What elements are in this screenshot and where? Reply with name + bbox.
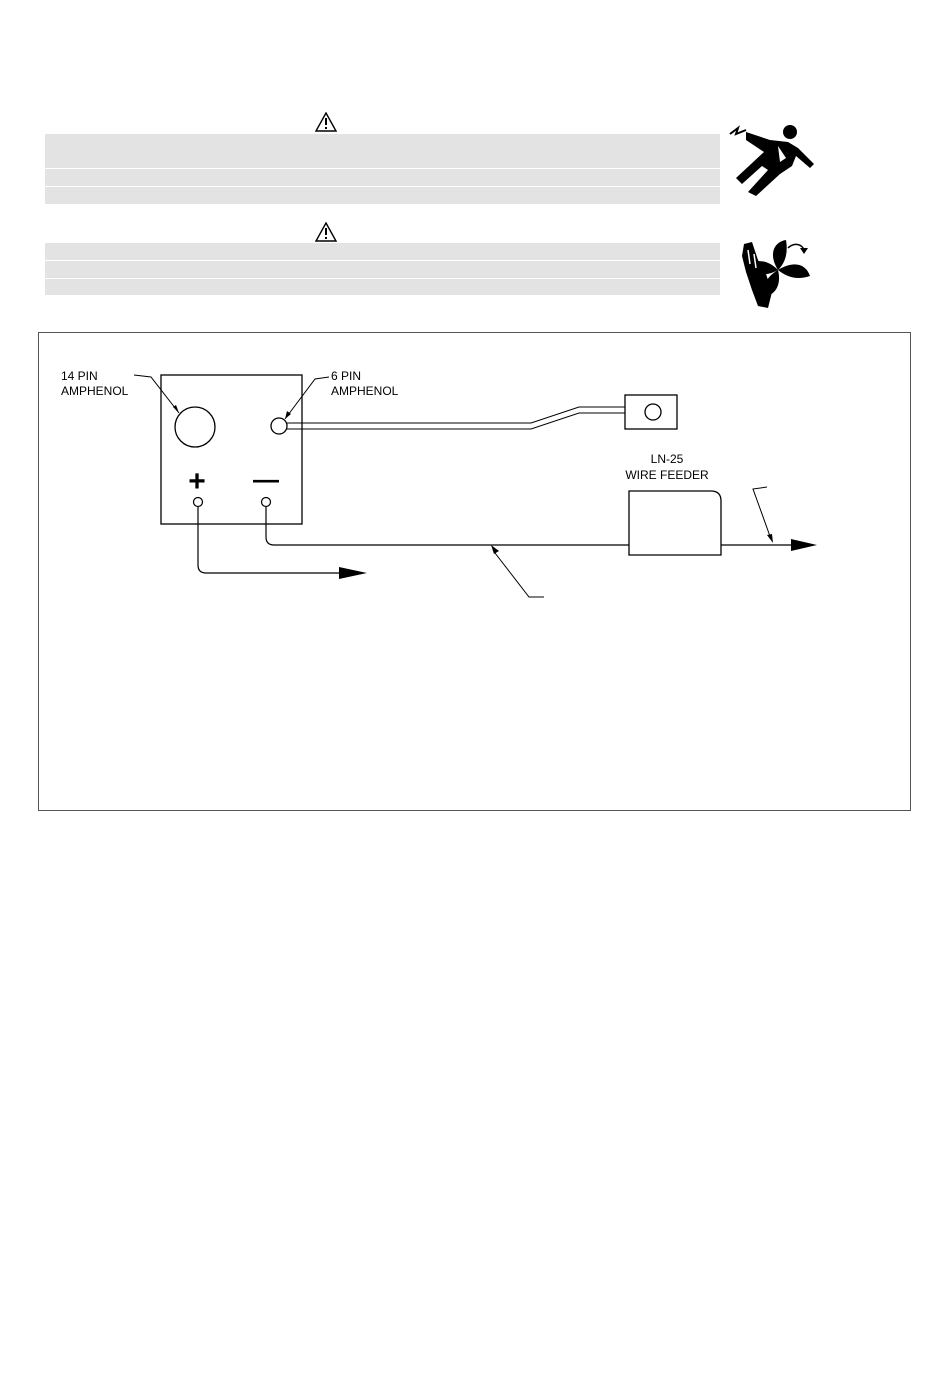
14-pin-receptacle [175, 407, 215, 447]
wire-feeder-box [629, 491, 721, 555]
warning-box-2 [45, 243, 720, 295]
warning-header-2 [45, 222, 720, 244]
label-6-pin-line1: 6 PIN [331, 369, 362, 383]
electrode-cable [266, 507, 629, 545]
label-14-pin-line1: 14 PIN [61, 369, 98, 383]
control-cable [287, 407, 645, 423]
moving-parts-hazard-icon [738, 234, 818, 312]
caution-triangle-icon [315, 112, 337, 132]
connection-diagram-frame [38, 332, 911, 811]
caution-triangle-icon [315, 222, 337, 242]
power-source-box [161, 375, 302, 524]
warning-header-1 [45, 112, 720, 134]
warning-box-1 [45, 134, 720, 204]
connection-diagram [39, 333, 912, 812]
negative-terminal [262, 498, 271, 507]
electric-shock-icon [728, 122, 820, 200]
arrow-to-work [339, 567, 367, 579]
feeder-label-line1: LN-25 [650, 452, 684, 466]
negative-terminal-symbol: — [253, 464, 279, 494]
label-6-pin-line2: AMPHENOL [331, 384, 399, 398]
label-14-pin-line2: AMPHENOL [61, 384, 129, 398]
positive-terminal [194, 498, 203, 507]
6-pin-receptacle [271, 418, 287, 434]
positive-terminal-symbol: + [188, 465, 206, 498]
arrow-to-gun [791, 539, 817, 551]
feeder-label-line2: WIRE FEEDER [625, 468, 709, 482]
